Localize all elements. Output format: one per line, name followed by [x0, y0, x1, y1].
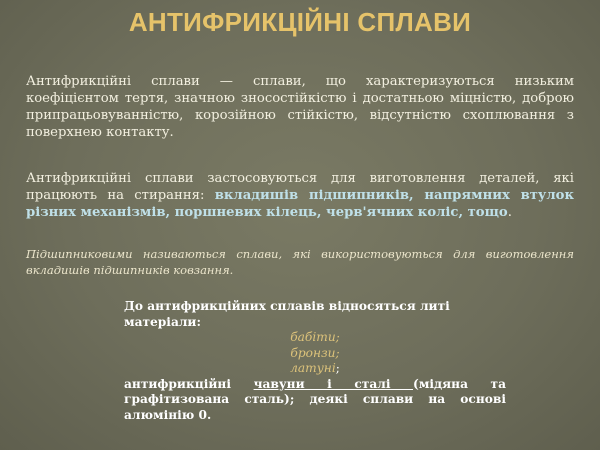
- definition-paragraph: Антифрикційні сплави — сплави, що характеризуються низьким коефіцієнтом тертя, значною зносостійкістю і достатньою міцністю, доброю припрацьовуванністю, корозійною стійкістю, відсутністю схоплювання з поверхнею контакту.: [26, 74, 574, 140]
- slide-title: АНТИФРИКЦІЙНІ СПЛАВИ: [128, 7, 472, 37]
- alloy-item-brass-suffix: ;: [335, 361, 340, 375]
- alloy-item-bronze: бронзи;: [290, 345, 340, 360]
- alloy-item-babbit: бабіти;: [290, 330, 340, 344]
- alloy-list-block: [124, 299, 506, 423]
- usage-paragraph: [26, 170, 574, 221]
- alloy-list-lead: До антифрикційних сплавів відносяться литі матеріали:: [124, 299, 450, 329]
- usage-end: .: [507, 205, 512, 220]
- usage-highlight: вкладишів підшипників, напрямних втулок різних механізмів, поршневих кілець, черв'ячних коліс, тощо: [26, 188, 574, 220]
- tail-start: антифрикційні: [124, 376, 254, 391]
- alloy-list-tail: [124, 377, 506, 424]
- usage-text: Антифрикційні сплави застосовуються для виготовлення деталей, які працюють на стирання:: [26, 171, 574, 203]
- bearing-note: Підшипниковими називаються сплави, які використовуються для виготовлення вкладишів підшипників ковзання.: [26, 247, 574, 277]
- tail-rest: (мідяна та графітизована сталь); деякі сплави на основі алюмінію 0.: [124, 376, 506, 422]
- alloy-item-brass: латуні: [290, 361, 336, 375]
- alloy-item-brass-row: [124, 361, 506, 377]
- tail-underlined: чавуни і сталі: [253, 376, 414, 391]
